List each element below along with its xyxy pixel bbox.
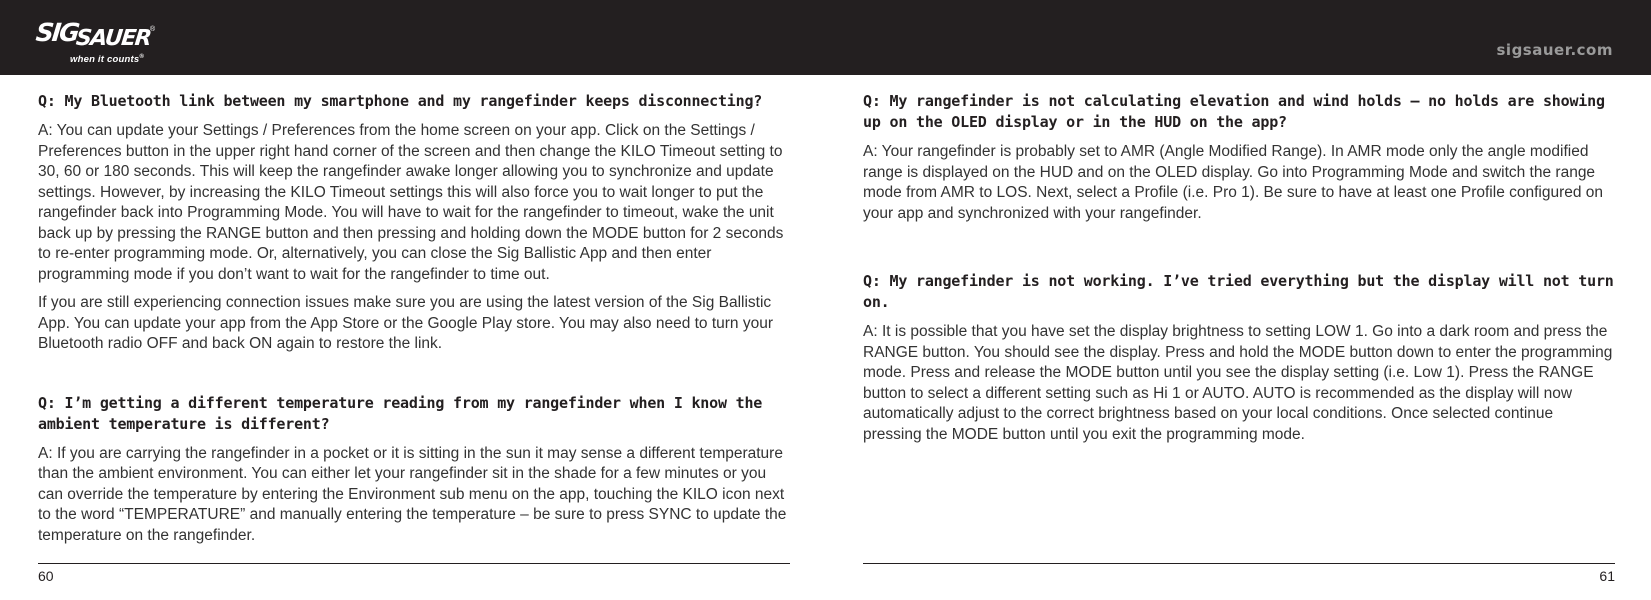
faq-answer: A: It is possible that you have set the display brightness to setting LOW 1. Go into a dark room and press the RANGE button. You should see the display. Press and hold the MODE button down to enter the programming mode. Press and release the MODE button until you see the display setting (i.e. Low 1). Press the RANGE button to select a different setting such as Hi 1 or AUTO. AUTO is recommended as the display will now automatically adjust to the correct brightness based on your local conditions. Once selected continue pressing the MODE button until you exit the programming mode. bbox=[863, 323, 1613, 443]
logo-tagline: when it counts® bbox=[70, 54, 144, 66]
site-url: sigsauer.com bbox=[1496, 41, 1613, 59]
footer-divider-left bbox=[38, 563, 790, 564]
faq-item bbox=[38, 393, 791, 547]
faq-answer: A: If you are carrying the rangefinder in a pocket or it is sitting in the sun it may sense a different temperature than the ambient environment. You can either let your rangefinder sit in the shade for a few minutes or you can override the temperature by entering the Environment sub menu on the app, touching the KILO icon next to the word “TEMPERATURE” and manually entering the temperature – be sure to press SYNC to update the temperature on the rangefinder. bbox=[38, 444, 787, 544]
page-number-right: 61 bbox=[1599, 568, 1615, 584]
faq-question: Q: My Bluetooth link between my smartphone and my rangefinder keeps disconnecting? bbox=[38, 92, 763, 110]
faq-question: Q: I’m getting a different temperature reading from my rangefinder when I know the ambient temperature is different? bbox=[38, 393, 763, 433]
logo-registered-mark: ® bbox=[150, 26, 156, 33]
page-number-left: 60 bbox=[38, 568, 54, 584]
faq-question: Q: My rangefinder is not calculating elevation and wind holds – no holds are showing up on the OLED display or in the HUD on the app? bbox=[863, 92, 1605, 131]
faq-answer: A: Your rangefinder is probably set to AMR (Angle Modified Range). In AMR mode only the angle modified range is displayed on the HUD and on the OLED display. Go into Programming Mode and switch the range mode from AMR to LOS. Next, select a Profile (i.e. Pro 1). Be sure to have at least one Profile configured on your app and synchronized with your rangefinder. bbox=[863, 143, 1604, 222]
faq-item bbox=[863, 91, 1616, 224]
logo-brand-top: SIG bbox=[34, 18, 80, 47]
faq-item bbox=[38, 91, 791, 355]
left-column bbox=[38, 91, 791, 554]
page-header bbox=[0, 0, 1651, 75]
sig-sauer-logo bbox=[36, 14, 166, 68]
right-column bbox=[863, 91, 1616, 453]
logo-brand-bottom: SAUER bbox=[74, 26, 152, 51]
faq-question: Q: My rangefinder is not working. I’ve tried everything but the display will not turn on. bbox=[863, 272, 1614, 311]
faq-answer: A: You can update your Settings / Preferences from the home screen on your app. Click on the Settings / Preferences button in the upper right hand corner of the screen and then change the KILO Timeout setting to 30, 60 or 180 seconds. This will keep the rangefinder awake longer allowing you to synchronize and update settings. However, by increasing the KILO Timeout settings this will also force you to wait longer to put the rangefinder back into Programming Mode. You will have to wait for the rangefinder to timeout, wake the unit back up by pressing the RANGE button and then pressing and holding down the MODE button for 2 seconds to re-enter programming mode. Or, alternatively, you can close the Sig Ballistic App and then enter programming mode if you don’t want to wait for the rangefinder to time out. bbox=[38, 122, 784, 283]
footer-divider-right bbox=[863, 563, 1615, 564]
faq-answer: If you are still experiencing connection issues make sure you are using the latest version of the Sig Ballistic App. You can update your app from the App Store or the Google Play store. You may also need to turn your Bluetooth radio OFF and back ON again to restore the link. bbox=[38, 294, 774, 352]
faq-item bbox=[863, 271, 1616, 445]
